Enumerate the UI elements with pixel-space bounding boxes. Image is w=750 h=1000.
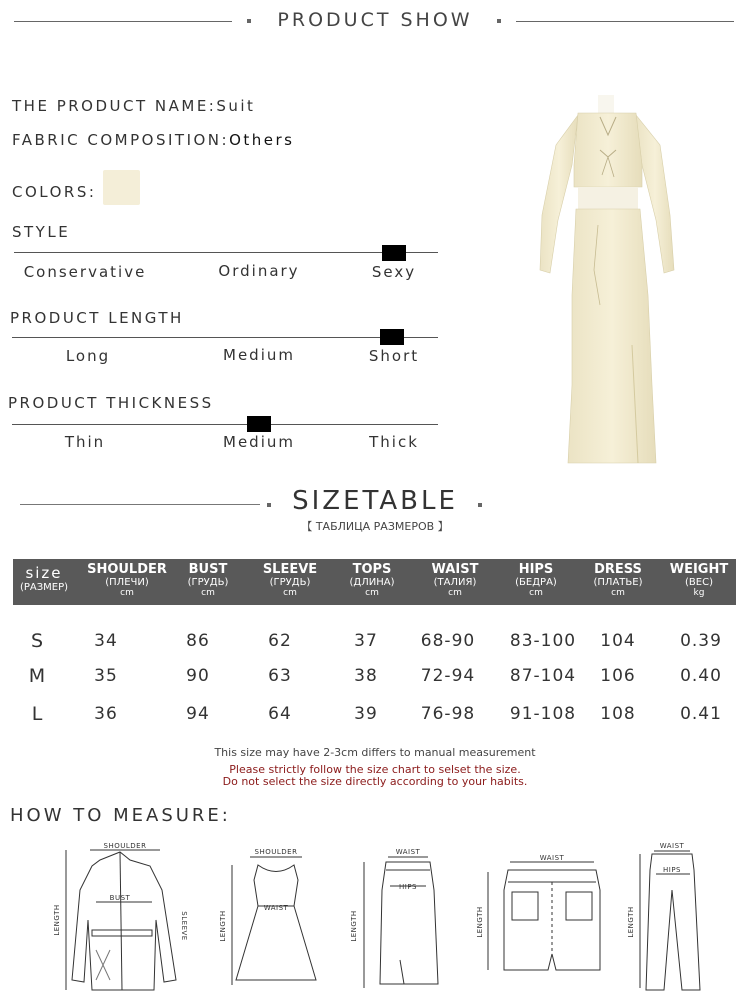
- cell-weight: 0.39: [680, 631, 722, 651]
- label-length-shorts: LENGTH: [476, 906, 484, 938]
- cell-tops: 38: [354, 666, 378, 686]
- sizetable-dot-right: [478, 503, 482, 507]
- cell-shoulder: 36: [94, 704, 118, 724]
- cell-sleeve: 62: [268, 631, 292, 651]
- cell-waist: 68-90: [420, 631, 476, 651]
- label-length-dress: LENGTH: [219, 910, 227, 942]
- length-label: PRODUCT LENGTH: [10, 309, 184, 327]
- skirt-diagram: [364, 857, 438, 988]
- col-shoulder: [81, 559, 173, 605]
- length-option-short: Short: [368, 347, 420, 365]
- col-hips: [503, 559, 569, 605]
- col-sleeve-ru: (ГРУДЬ): [269, 577, 311, 588]
- col-tops-main: TOPS: [352, 562, 392, 577]
- thickness-option-thin: Thin: [64, 433, 106, 451]
- label-waist-shorts: WAIST: [539, 854, 565, 862]
- col-shoulder-unit: cm: [120, 588, 134, 598]
- shorts-diagram: [488, 862, 600, 970]
- col-shoulder-ru: (ПЛЕЧИ): [105, 577, 149, 588]
- label-waist-pants: WAIST: [659, 842, 685, 850]
- length-marker: [380, 329, 404, 345]
- size-note: This size may have 2-3cm differs to manual measurement: [214, 746, 536, 759]
- fabric-composition: [12, 131, 294, 149]
- cell-dress: 106: [600, 666, 636, 686]
- size-warning-2: Do not select the size directly according to your habits.: [222, 775, 528, 788]
- size-warning-1: Please strictly follow the size chart to selset the size.: [229, 763, 521, 776]
- sizetable-header: [13, 559, 736, 605]
- cell-bust: 86: [186, 631, 210, 651]
- col-weight-unit: kg: [693, 588, 705, 598]
- product-name-value: Suit: [216, 97, 256, 115]
- color-swatch[interactable]: [103, 170, 140, 205]
- cell-tops: 39: [354, 704, 378, 724]
- sizetable-subtitle: 【 ТАБЛИЦА РАЗМЕРОВ 】: [301, 520, 449, 533]
- row-size-label: M: [28, 665, 46, 687]
- cell-hips: 91-108: [509, 704, 577, 724]
- cell-sleeve: 64: [268, 704, 292, 724]
- col-waist-ru: (ТАЛИЯ): [433, 577, 477, 588]
- col-dress-ru: (ПЛАТЬЕ): [593, 577, 643, 588]
- row-size-label: L: [31, 703, 43, 725]
- how-to-measure-title: HOW TO MEASURE:: [10, 805, 231, 826]
- label-waist-skirt: WAIST: [395, 848, 421, 856]
- style-marker: [382, 245, 406, 261]
- thickness-label: PRODUCT THICKNESS: [8, 394, 214, 412]
- cell-weight: 0.41: [680, 704, 722, 724]
- col-bust-ru: (ГРУДЬ): [187, 577, 229, 588]
- product-name: [12, 97, 255, 115]
- cell-weight: 0.40: [680, 666, 722, 686]
- label-bust-jacket: BUST: [109, 894, 131, 902]
- thickness-marker: [247, 416, 271, 432]
- product-photo: [538, 95, 678, 467]
- cell-hips: 83-100: [509, 631, 577, 651]
- col-dress-main: DRESS: [594, 562, 642, 577]
- col-sleeve-unit: cm: [283, 588, 297, 598]
- col-waist: [417, 559, 493, 605]
- cell-tops: 37: [354, 631, 378, 651]
- col-weight-ru: (ВЕС): [685, 577, 713, 588]
- cell-waist: 76-98: [420, 704, 476, 724]
- label-waist-dress: WAIST: [263, 904, 289, 912]
- header-dot-right: [497, 19, 501, 23]
- thickness-scale-line: [12, 424, 438, 425]
- label-sleeve-jacket: SLEEVE: [180, 911, 188, 941]
- cell-dress: 108: [600, 704, 636, 724]
- style-label: STYLE: [12, 223, 71, 241]
- col-hips-main: HIPS: [518, 562, 554, 577]
- fabric-label: FABRIC COMPOSITION:: [12, 131, 230, 149]
- col-bust-unit: cm: [201, 588, 215, 598]
- cell-shoulder: 35: [94, 666, 118, 686]
- length-option-medium: Medium: [223, 346, 295, 364]
- col-size: [13, 559, 75, 605]
- col-waist-main: WAIST: [431, 562, 479, 577]
- label-hips-pants: HIPS: [663, 866, 681, 874]
- col-tops: [337, 559, 407, 605]
- length-option-long: Long: [65, 347, 111, 365]
- label-shoulder-jacket: SHOULDER: [103, 842, 147, 850]
- col-size-main: size: [25, 564, 63, 582]
- col-hips-ru: (БЕДРА): [515, 577, 557, 588]
- measure-diagrams: [0, 830, 750, 1000]
- style-option-sexy: Sexy: [371, 263, 417, 281]
- col-weight-main: WEIGHT: [669, 562, 729, 577]
- style-scale-line: [14, 252, 438, 253]
- col-waist-unit: cm: [448, 588, 462, 598]
- col-weight: [663, 559, 735, 605]
- label-length-pants: LENGTH: [627, 906, 635, 938]
- col-tops-unit: cm: [365, 588, 379, 598]
- col-bust-main: BUST: [188, 562, 228, 577]
- colors-label: COLORS:: [12, 183, 97, 201]
- style-option-ordinary: Ordinary: [218, 262, 300, 280]
- label-length-skirt: LENGTH: [350, 910, 358, 942]
- col-bust: [173, 559, 243, 605]
- cell-hips: 87-104: [509, 666, 577, 686]
- label-hips-skirt: HIPS: [399, 883, 417, 891]
- page-title: PRODUCT SHOW: [277, 9, 473, 31]
- col-size-ru: (РАЗМЕР): [19, 582, 69, 593]
- col-dress: [583, 559, 653, 605]
- col-shoulder-main: SHOULDER: [87, 562, 167, 577]
- thickness-option-medium: Medium: [223, 433, 295, 451]
- cell-dress: 104: [600, 631, 636, 651]
- label-length-jacket: LENGTH: [53, 904, 61, 936]
- cell-sleeve: 63: [268, 666, 292, 686]
- label-shoulder-dress: SHOULDER: [254, 848, 298, 856]
- col-dress-unit: cm: [611, 588, 625, 598]
- length-scale-line: [12, 337, 438, 338]
- jacket-diagram: [66, 850, 176, 990]
- cell-bust: 90: [186, 666, 210, 686]
- sizetable-title: SIZETABLE: [292, 486, 458, 516]
- dress-diagram: [232, 857, 316, 985]
- fabric-value: Others: [229, 131, 295, 149]
- style-option-conservative: Conservative: [23, 263, 147, 281]
- col-sleeve-main: SLEEVE: [262, 562, 318, 577]
- col-sleeve: [249, 559, 331, 605]
- header-rule-right: [516, 21, 734, 22]
- cell-shoulder: 34: [94, 631, 118, 651]
- cell-waist: 72-94: [420, 666, 476, 686]
- product-name-label: THE PRODUCT NAME:: [12, 97, 217, 115]
- cell-bust: 94: [186, 704, 210, 724]
- thickness-option-thick: Thick: [369, 433, 419, 451]
- col-hips-unit: cm: [529, 588, 543, 598]
- col-tops-ru: (ДЛИНА): [349, 577, 395, 588]
- row-size-label: S: [30, 630, 44, 652]
